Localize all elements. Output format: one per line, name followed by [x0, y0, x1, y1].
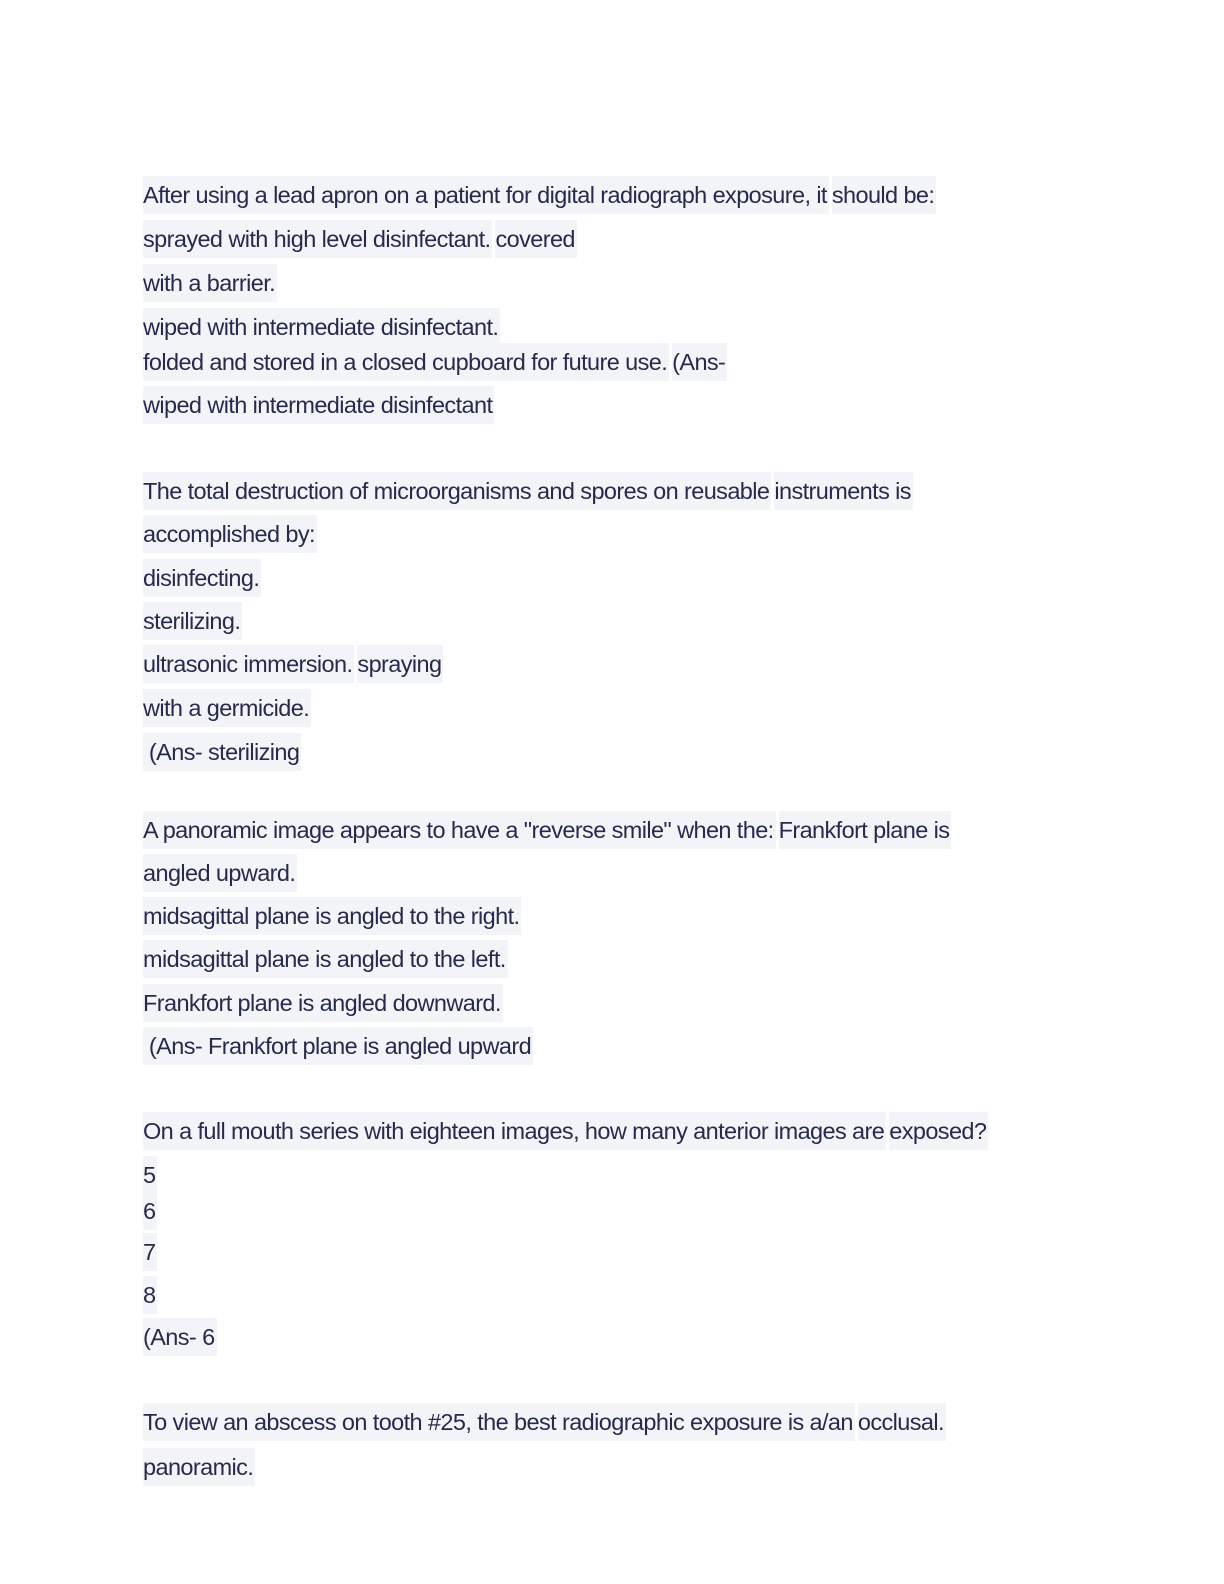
question-1-option-line: [143, 220, 580, 258]
question-4-option-line: [143, 1192, 160, 1230]
question-4-answer: [143, 1318, 220, 1356]
text-segment: Frankfort plane is angled downward.: [143, 984, 503, 1022]
text-segment: midsagittal plane is angled to the right.: [143, 897, 521, 935]
text-segment: (Ans- 6: [143, 1318, 217, 1356]
text-segment: should be:: [832, 176, 936, 214]
question-1-option-line: [143, 308, 503, 346]
text-segment: 5: [143, 1156, 157, 1194]
question-2-text: [143, 515, 320, 553]
text-segment: sterilizing.: [143, 602, 242, 640]
text-segment: angled upward.: [143, 854, 297, 892]
text-segment: After using a lead apron on a patient for digital radiograph exposure, it: [143, 176, 829, 214]
text-segment: Frankfort plane is: [779, 811, 952, 849]
text-segment: exposed?: [889, 1112, 988, 1150]
question-3-option-line: [143, 984, 506, 1022]
question-2-option-line: [143, 689, 314, 727]
text-segment: covered: [495, 220, 576, 258]
question-1-option-line: [143, 264, 280, 302]
text-segment: midsagittal plane is angled to the left.: [143, 940, 508, 978]
text-segment: accomplished by:: [143, 515, 317, 553]
question-2-option-line: [143, 645, 446, 683]
question-2-answer: [143, 733, 304, 771]
question-2-text: [143, 472, 916, 510]
question-1-answer: [143, 386, 497, 424]
question-4-option-line: [143, 1156, 160, 1194]
question-4-text: [143, 1112, 991, 1150]
question-2-option-line: [143, 559, 264, 597]
text-segment: On a full mouth series with eighteen images, how many anterior images are: [143, 1112, 886, 1150]
text-segment: folded and stored in a closed cupboard for future use.: [143, 343, 669, 381]
text-segment: sprayed with high level disinfectant.: [143, 220, 492, 258]
question-4-option-line: [143, 1233, 160, 1271]
text-segment: To view an abscess on tooth #25, the best radiographic exposure is a/an: [143, 1403, 855, 1441]
text-segment: A panoramic image appears to have a "reverse smile" when the:: [143, 811, 776, 849]
text-segment: 8: [143, 1276, 157, 1314]
text-segment: with a germicide.: [143, 689, 311, 727]
question-5-text: [143, 1403, 949, 1441]
text-segment: 6: [143, 1192, 157, 1230]
text-segment: occlusal.: [858, 1403, 946, 1441]
question-2-option-line: [143, 602, 245, 640]
text-segment: ultrasonic immersion.: [143, 645, 354, 683]
question-5-option-line: [143, 1448, 258, 1486]
question-4-option-line: [143, 1276, 160, 1314]
question-3-option-line: [143, 897, 524, 935]
text-segment: (Ans-: [672, 343, 727, 381]
text-segment: The total destruction of microorganisms and spores on reusable: [143, 472, 771, 510]
question-3-option-line: [143, 854, 300, 892]
text-segment: with a barrier.: [143, 264, 277, 302]
text-segment: disinfecting.: [143, 559, 261, 597]
text-segment: (Ans- sterilizing: [143, 733, 301, 771]
text-segment: instruments is: [774, 472, 913, 510]
text-segment: wiped with intermediate disinfectant.: [143, 308, 500, 346]
text-segment: (Ans- Frankfort plane is angled upward: [143, 1027, 533, 1065]
question-1-text: [143, 176, 939, 214]
question-1-option-line: [143, 343, 730, 381]
text-segment: 7: [143, 1233, 157, 1271]
text-segment: spraying: [357, 645, 443, 683]
question-3-option-line: [143, 940, 511, 978]
question-3-answer: [143, 1027, 536, 1065]
question-3-text: [143, 811, 954, 849]
text-segment: panoramic.: [143, 1448, 255, 1486]
text-segment: wiped with intermediate disinfectant: [143, 386, 494, 424]
